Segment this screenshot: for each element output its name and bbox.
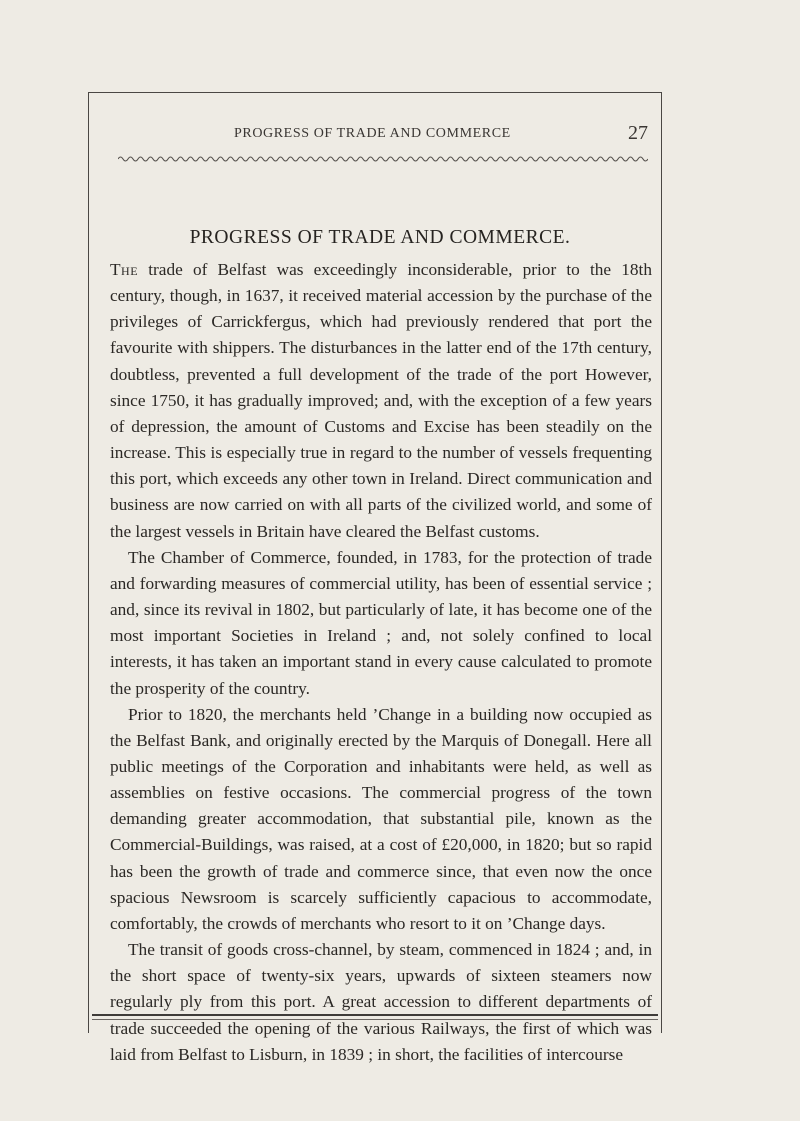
wavy-rule-ornament xyxy=(118,153,648,163)
paragraph-lead-word: The xyxy=(110,260,139,279)
body-text xyxy=(110,257,652,1068)
paragraph-4: The transit of goods cross-channel, by steam, commenced in 1824 ; and, in the short space of twenty-six years, upwards of sixteen steamers now regularly ply from this port. A great accession to different departments of trade succeeded the opening of the various Railways, the first of which was laid from Belfast to Lisburn, in 1839 ; in short, the facilities of intercourse xyxy=(110,940,652,1064)
paragraph-1-text: trade of Belfast was exceedingly inconsiderable, prior to the 18th century, though, in 1637, it received material accession by the purchase of the privileges of Carrickfergus, which had previously rendered that port the favourite with shippers. The disturbances in the latter end of the 17th century, doubtless, prevented a full development of the trade of the port However, since 1750, it has gradually improved; and, with the exception of a few years of depression, the amount of Customs and Excise has been steadily on the increase. This is especially true in regard to the number of vessels frequenting this port, which exceeds any other town in Ireland. Direct communication and business are now carried on with all parts of the civilized world, and some of the largest vessels in Britain have cleared the Belfast customs. xyxy=(110,260,652,541)
paragraph-1 xyxy=(110,257,652,545)
running-head-title: PROGRESS OF TRADE AND COMMERCE xyxy=(234,126,511,141)
running-head xyxy=(148,122,648,148)
paragraph-3: Prior to 1820, the merchants held ’Change in a building now occupied as the Belfast Bank, and originally erected by the Marquis of Donegall. Here all public meetings of the Corporation and inhabitants were held, as well as assemblies on festive occasions. The commercial progress of the town demanding greater accommodation, that substantial pile, known as the Commercial-Buildings, was raised, at a cost of £20,000, in 1820; but so rapid has been the growth of trade and commerce since, that even now the once spacious Newsroom is scarcely sufficiently capacious to accommodate, comfortably, the crowds of merchants who resort to it on ’Change days. xyxy=(110,704,652,933)
paragraph-2: The Chamber of Commerce, founded, in 1783, for the protection of trade and forwarding measures of commercial utility, has been of essential service ; and, since its revival in 1802, but particularly of late, it has become one of the most important Societies in Ireland ; and, not solely confined to local interests, it has taken an important stand in every cause calculated to promote the prosperity of the country. xyxy=(110,547,652,698)
page-number: 27 xyxy=(628,122,648,144)
chapter-heading: PROGRESS OF TRADE AND COMMERCE. xyxy=(189,227,571,248)
